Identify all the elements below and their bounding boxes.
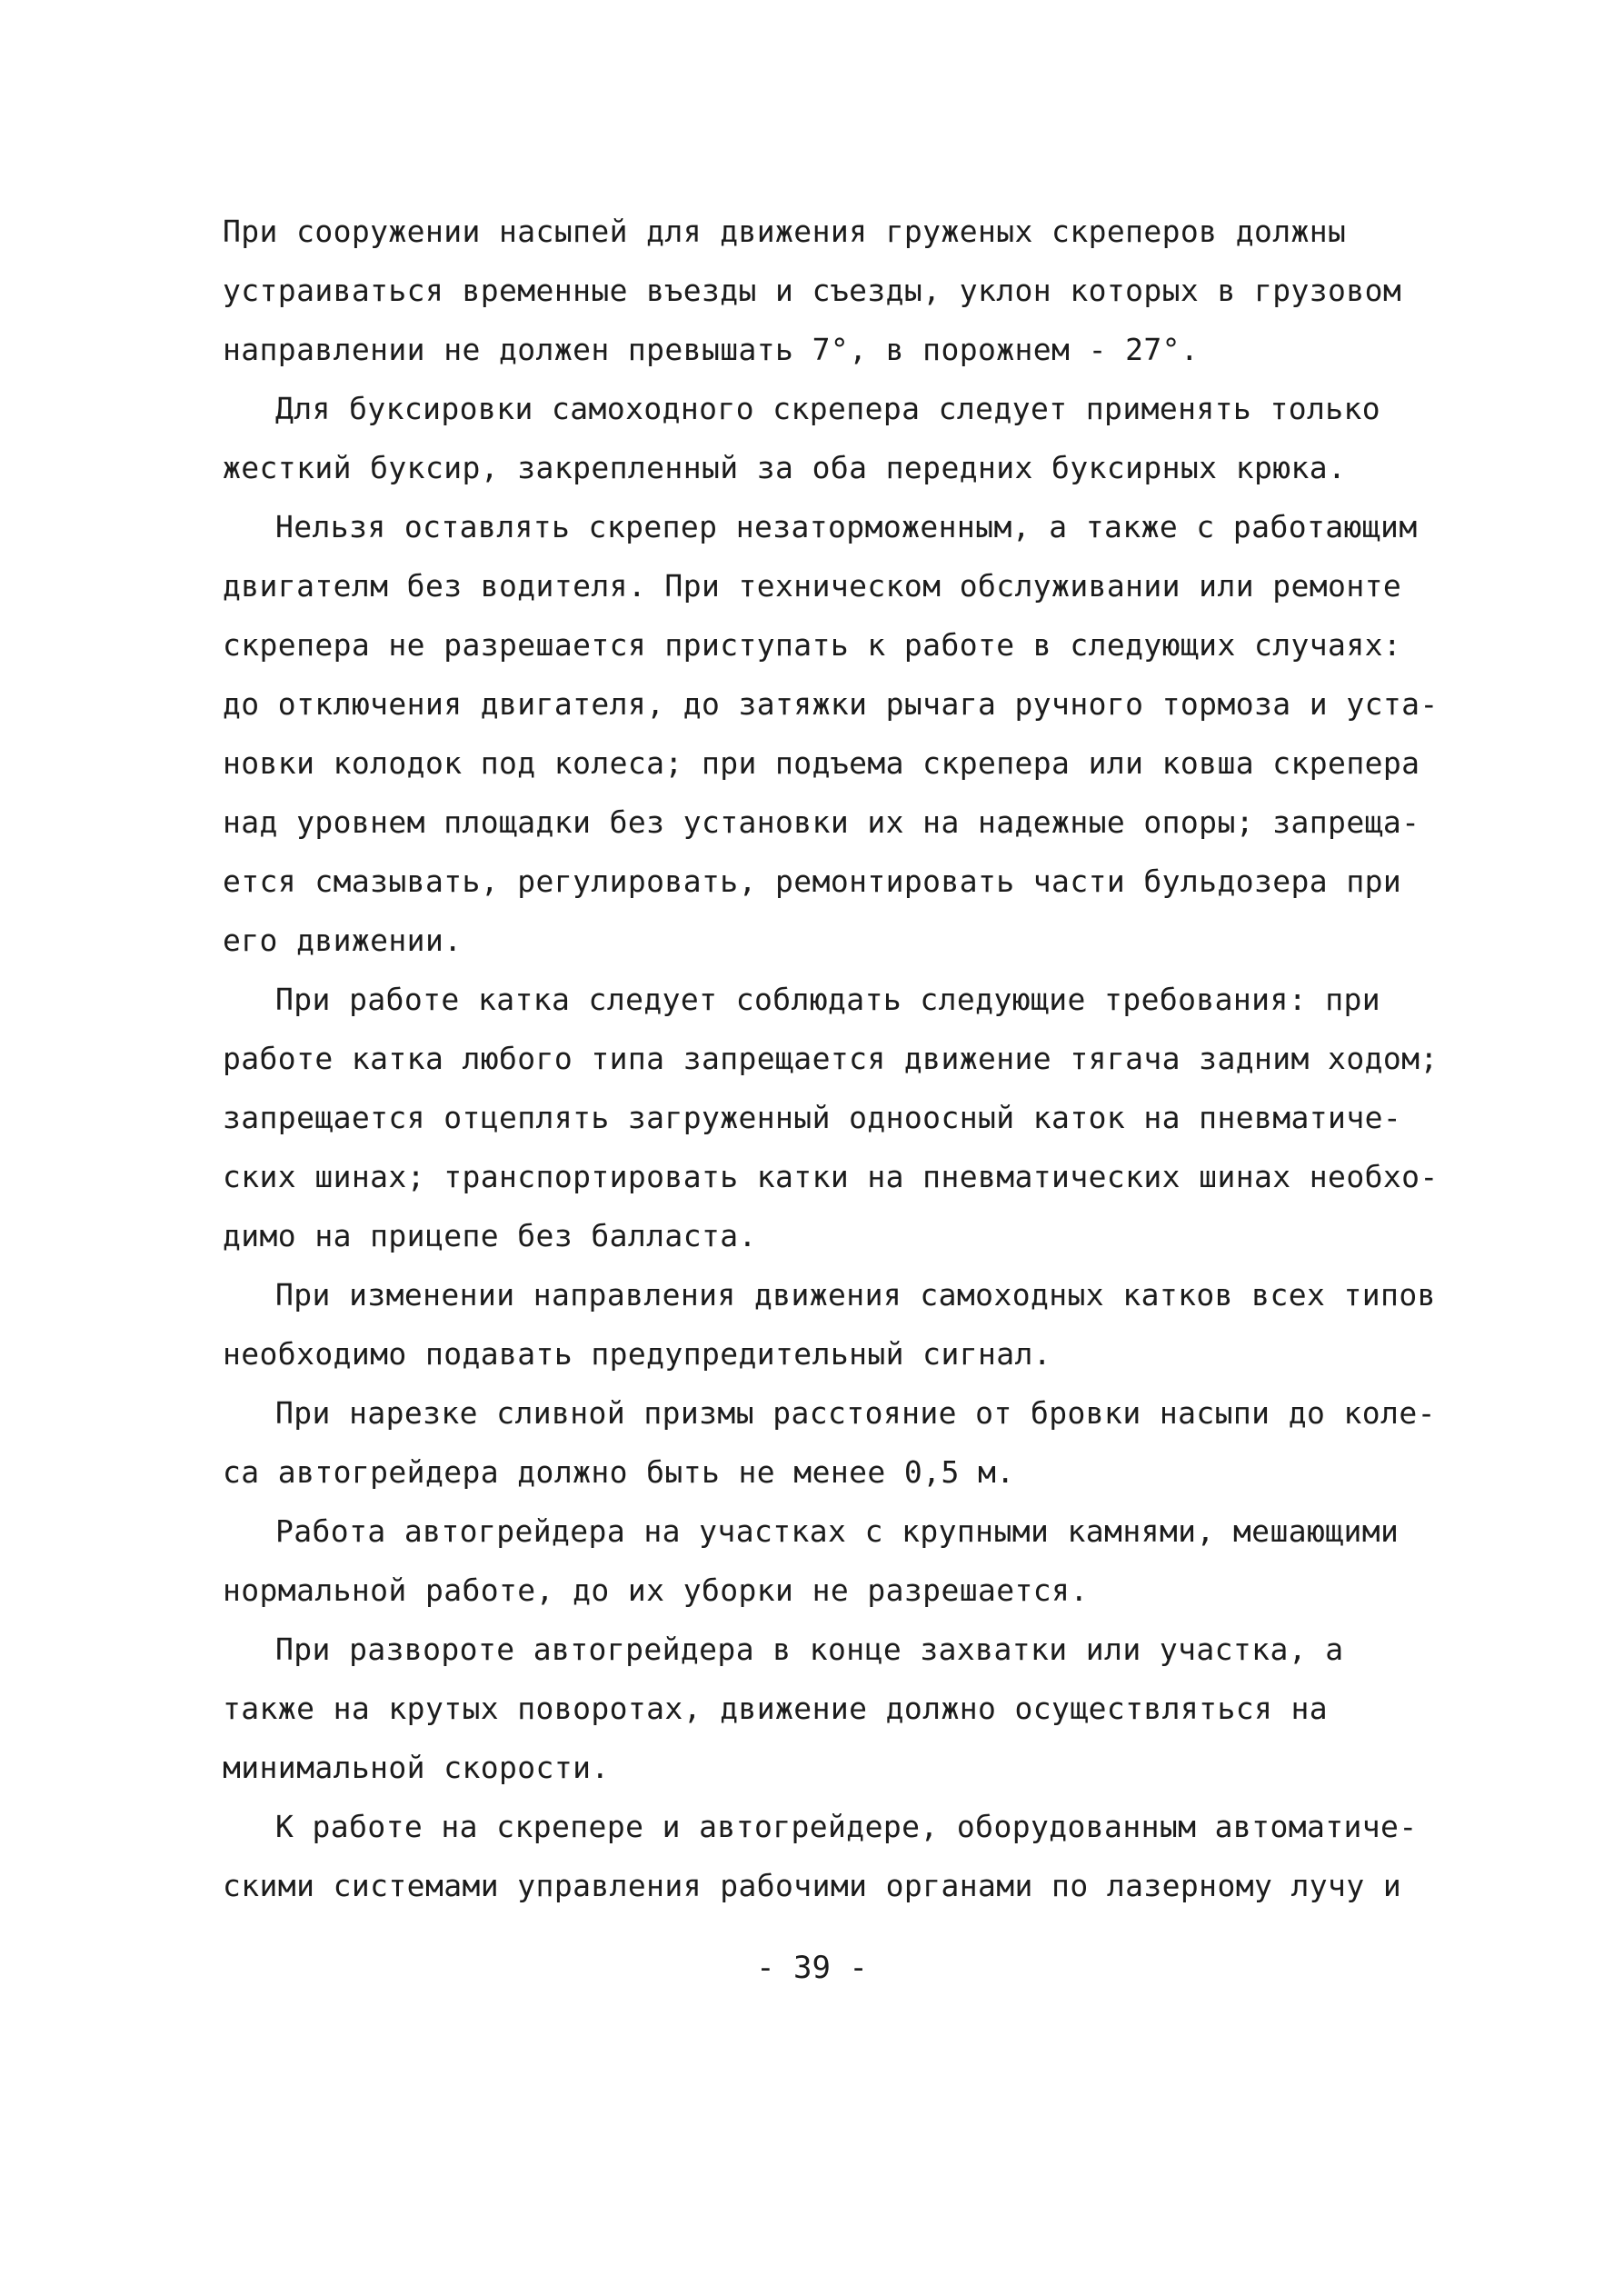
text-line: При работе катка следует соблюдать следующие требования: при (275, 982, 1381, 1017)
text-line: При сооружении насыпей для движения груженых скреперов должны (223, 214, 1347, 249)
text-line: необходимо подавать предупредительный сигнал. (223, 1336, 1052, 1372)
text-line: запрещается отцеплять загруженный одноосный каток на пневматиче- (223, 1100, 1402, 1135)
text-line: Нельзя оставлять скрепер незаторможенным, а также с работающим (275, 509, 1418, 544)
text-line: работе катка любого типа запрещается движение тягача задним ходом; (223, 1041, 1439, 1076)
paragraph-8 (223, 1620, 1450, 1797)
paragraph-1 (223, 202, 1450, 379)
text-line: димо на прицепе без балласта. (223, 1218, 757, 1253)
paragraph-9 (223, 1797, 1450, 1915)
text-line: скрепера не разрешается приступать к работе в следующих случаях: (223, 627, 1402, 663)
text-line: жесткий буксир, закрепленный за оба передних буксирных крюка. (223, 450, 1347, 485)
paragraph-5 (223, 1265, 1450, 1383)
text-line: са автогрейдера должно быть не менее 0,5 м. (223, 1454, 1015, 1490)
body-text (223, 202, 1450, 1915)
text-line: К работе на скрепере и автогрейдере, оборудованным автоматиче- (275, 1809, 1418, 1844)
text-line: новки колодок под колеса; при подъема скрепера или ковша скрепера (223, 745, 1420, 781)
text-line: скими системами управления рабочими органами по лазерному лучу и (223, 1868, 1402, 1903)
text-line: При изменении направления движения самоходных катков всех типов (275, 1277, 1436, 1313)
paragraph-7 (223, 1502, 1450, 1620)
text-line: Работа автогрейдера на участках с крупными камнями, мешающими (275, 1513, 1400, 1549)
text-line: ских шинах; транспортировать катки на пневматических шинах необхо- (223, 1159, 1439, 1194)
paragraph-3 (223, 497, 1450, 970)
text-line: Для буксировки самоходного скрепера следует применять только (275, 391, 1381, 426)
paragraph-2 (223, 379, 1450, 497)
text-line: устраиваться временные въезды и съезды, уклон которых в грузовом (223, 273, 1402, 308)
text-line: нормальной работе, до их уборки не разрешается. (223, 1572, 1089, 1608)
text-line: минимальной скорости. (223, 1750, 610, 1785)
text-line: его движении. (223, 923, 463, 958)
text-line: до отключения двигателя, до затяжки рычага ручного тормоза и уста- (223, 686, 1439, 722)
text-line: направлении не должен превышать 7°, в порожнем - 27°. (223, 332, 1200, 367)
text-line: над уровнем площадки без установки их на надежные опоры; запреща- (223, 804, 1420, 840)
text-line: также на крутых поворотах, движение должно осуществляться на (223, 1691, 1329, 1726)
paragraph-4 (223, 970, 1450, 1265)
text-line: При развороте автогрейдера в конце захватки или участка, а (275, 1632, 1344, 1667)
text-line: При нарезке сливной призмы расстояние от бровки насыпи до коле- (275, 1395, 1436, 1431)
text-line: ется смазывать, регулировать, ремонтировать части бульдозера при (223, 863, 1402, 899)
text-line: двигателм без водителя. При техническом обслуживании или ремонте (223, 568, 1402, 604)
page-number: - 39 - (756, 1950, 868, 1986)
paragraph-6 (223, 1383, 1450, 1502)
